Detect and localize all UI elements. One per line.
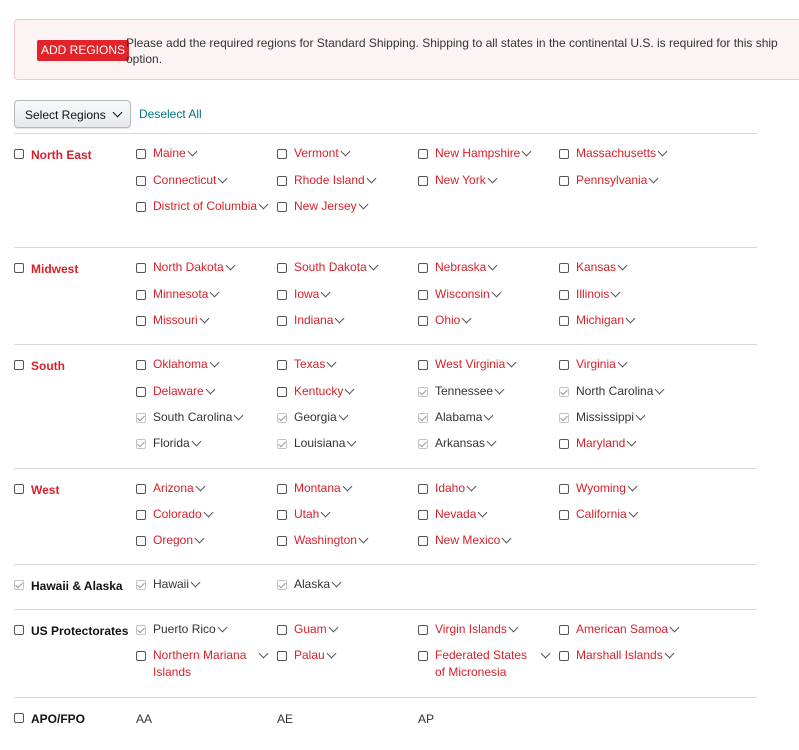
chevron-down-icon[interactable] [522,147,532,157]
state-label: Missouri [153,313,198,327]
region-checkbox-northeast[interactable] [14,149,24,159]
state-label: Nevada [435,507,477,521]
chevron-down-icon[interactable] [664,649,674,659]
chevron-down-icon[interactable] [187,147,197,157]
region-checkbox-us-protectorates[interactable] [14,625,24,635]
chevron-down-icon[interactable] [368,261,378,271]
chevron-down-icon[interactable] [628,508,638,518]
state-checkbox[interactable] [418,413,428,423]
state-checkbox[interactable] [559,290,569,300]
state-label: Virginia [576,357,616,371]
state-checkbox[interactable] [559,439,569,449]
chevron-down-icon[interactable] [342,482,352,492]
state-checkbox[interactable] [418,176,428,186]
state-label: South Dakota [294,260,367,274]
state-label: Kentucky [294,384,344,398]
state-checkbox[interactable] [418,360,428,370]
chevron-down-icon[interactable] [491,288,501,298]
state-label: Rhode Island [294,173,365,187]
state-label: North Dakota [153,260,224,274]
state-label: Michigan [576,313,625,327]
state-label: Northern Mariana Islands [153,648,247,679]
state-label: Ohio [435,313,461,327]
state-checkbox[interactable] [418,625,428,635]
chevron-down-icon[interactable] [366,174,376,184]
section-divider [14,697,757,698]
state-checkbox[interactable] [277,510,287,520]
state-label: Washington [294,533,357,547]
state-checkbox[interactable] [418,484,428,494]
region-label-west: West [31,483,60,497]
chevron-down-icon[interactable] [326,649,336,659]
chevron-down-icon[interactable] [617,358,627,368]
state-checkbox[interactable] [418,439,428,449]
state-label: Indiana [294,313,334,327]
chevron-down-icon[interactable] [462,314,472,324]
chevron-down-icon[interactable] [340,147,350,157]
state-label: Kansas [576,260,617,274]
select-regions-dropdown[interactable] [14,100,131,128]
state-checkbox[interactable] [559,510,569,520]
state-checkbox[interactable] [277,149,287,159]
state-label: Federated States of Micronesia [435,648,528,679]
state-checkbox[interactable] [559,176,569,186]
state-label: Utah [294,507,320,521]
section-divider [14,564,757,565]
state-label: New Jersey [294,199,357,213]
state-label: Nebraska [435,260,487,274]
state-label: District of Columbia [153,199,258,213]
state-checkbox[interactable] [136,510,146,520]
state-label: Palau [294,648,325,662]
chevron-down-icon[interactable] [321,288,331,298]
add-regions-badge: ADD REGIONS [37,40,129,61]
region-checkbox-hawaii-alaska[interactable] [14,580,24,590]
chevron-down-icon[interactable] [332,578,342,588]
chevron-down-icon[interactable] [655,385,665,395]
state-checkbox[interactable] [418,290,428,300]
state-checkbox[interactable] [277,625,287,635]
state-label: Puerto Rico [153,622,216,636]
chevron-down-icon[interactable] [191,578,201,588]
state-checkbox[interactable] [559,651,569,661]
chevron-down-icon[interactable] [347,437,357,447]
chevron-down-icon[interactable] [210,288,220,298]
state-label: Arkansas [435,436,486,450]
state-label: Maryland [576,436,626,450]
chevron-down-icon[interactable] [636,411,646,421]
state-checkbox[interactable] [136,625,146,635]
region-label-midwest: Midwest [31,262,79,276]
state-label: Idaho [435,481,466,495]
chevron-down-icon[interactable] [658,147,668,157]
region-checkbox-apo-fpo[interactable] [14,713,24,723]
chevron-down-icon[interactable] [203,508,213,518]
chevron-down-icon[interactable] [649,174,659,184]
state-label: Louisiana [294,436,346,450]
chevron-down-icon[interactable] [205,385,215,395]
state-checkbox[interactable] [136,484,146,494]
state-label: Florida [153,436,190,450]
state-checkbox[interactable] [559,625,569,635]
state-checkbox[interactable] [136,387,146,397]
state-checkbox[interactable] [136,176,146,186]
state-label: South Carolina [153,410,233,424]
state-checkbox[interactable] [277,360,287,370]
state-label: Oklahoma [153,357,208,371]
state-checkbox[interactable] [277,316,287,326]
state-checkbox[interactable] [277,413,287,423]
alert-message: Please add the required regions for Standard Shipping. Shipping to all states in the continental U.S. is required for this ship option. [126,36,778,66]
chevron-down-icon[interactable] [495,385,505,395]
state-checkbox[interactable] [418,263,428,273]
state-label: Tennessee [435,384,494,398]
region-checkbox-midwest[interactable] [14,263,24,273]
chevron-down-icon [113,108,123,118]
state-label: West Virginia [435,357,506,371]
section-divider [14,468,757,469]
region-label-hawaii-alaska: Hawaii & Alaska [31,579,123,593]
chevron-down-icon[interactable] [199,314,209,324]
region-label-apo-fpo: APO/FPO [31,712,86,726]
chevron-down-icon[interactable] [670,623,680,633]
state-checkbox[interactable] [136,439,146,449]
chevron-down-icon[interactable] [195,482,205,492]
state-checkbox[interactable] [277,290,287,300]
state-label: Pennsylvania [576,173,648,187]
chevron-down-icon[interactable] [541,649,551,659]
deselect-all-link[interactable]: Deselect All [139,107,202,121]
chevron-down-icon[interactable] [507,358,517,368]
state-checkbox[interactable] [277,202,287,212]
chevron-down-icon[interactable] [321,508,331,518]
region-checkbox-west[interactable] [14,484,24,494]
chevron-down-icon[interactable] [225,261,235,271]
region-label-us-protectorates: US Protectorates [31,624,129,638]
chevron-down-icon[interactable] [327,358,337,368]
select-regions-label: Select Regions [25,108,106,122]
state-checkbox[interactable] [418,387,428,397]
state-label: Montana [294,481,341,495]
state-label: Georgia [294,410,337,424]
chevron-down-icon[interactable] [627,437,637,447]
chevron-down-icon[interactable] [502,534,512,544]
state-label: Hawaii [153,577,190,591]
state-label: Wyoming [576,481,626,495]
state-label: Connecticut [153,173,217,187]
state-checkbox[interactable] [277,651,287,661]
chevron-down-icon[interactable] [259,200,269,210]
state-label: Iowa [294,287,320,301]
state-checkbox[interactable] [277,387,287,397]
chevron-down-icon[interactable] [618,261,628,271]
chevron-down-icon[interactable] [328,623,338,633]
apo-option-aa: AA [136,712,153,726]
chevron-down-icon[interactable] [508,623,518,633]
section-divider [14,133,757,134]
state-checkbox[interactable] [277,536,287,546]
chevron-down-icon[interactable] [488,261,498,271]
state-label: Virgin Islands [435,622,507,636]
region-checkbox-south[interactable] [14,360,24,370]
state-checkbox[interactable] [277,484,287,494]
state-label: Maine [153,146,186,160]
chevron-down-icon[interactable] [345,385,355,395]
section-divider [14,609,757,610]
state-label: Marshall Islands [576,648,663,662]
required-regions-alert [14,19,799,80]
chevron-down-icon[interactable] [627,482,637,492]
state-label: Alabama [435,410,483,424]
state-checkbox[interactable] [277,176,287,186]
apo-option-ae: AE [277,712,294,726]
state-checkbox[interactable] [559,484,569,494]
chevron-down-icon[interactable] [467,482,477,492]
state-checkbox[interactable] [136,360,146,370]
state-checkbox[interactable] [559,360,569,370]
state-checkbox[interactable] [136,651,146,661]
state-label: New Mexico [435,533,501,547]
state-label: Wisconsin [435,287,490,301]
state-label: Massachusetts [576,146,657,160]
chevron-down-icon[interactable] [218,174,228,184]
state-checkbox[interactable] [136,202,146,212]
chevron-down-icon[interactable] [259,649,269,659]
chevron-down-icon[interactable] [338,411,348,421]
chevron-down-icon[interactable] [611,288,621,298]
state-checkbox[interactable] [136,290,146,300]
chevron-down-icon[interactable] [626,314,636,324]
state-label: Mississippi [576,410,635,424]
section-divider [14,247,757,248]
state-checkbox[interactable] [136,413,146,423]
state-checkbox[interactable] [136,263,146,273]
apo-option-ap: AP [418,712,435,726]
state-label: Colorado [153,507,202,521]
chevron-down-icon[interactable] [487,174,497,184]
chevron-down-icon[interactable] [358,534,368,544]
state-label: Arizona [153,481,194,495]
state-label: North Carolina [576,384,654,398]
state-checkbox[interactable] [136,316,146,326]
state-checkbox[interactable] [559,316,569,326]
state-label: Illinois [576,287,610,301]
state-checkbox[interactable] [136,536,146,546]
state-label: Minnesota [153,287,209,301]
chevron-down-icon[interactable] [195,534,205,544]
state-checkbox[interactable] [418,510,428,520]
state-checkbox[interactable] [559,263,569,273]
state-label: California [576,507,627,521]
state-label: Oregon [153,533,194,547]
section-divider [14,344,757,345]
chevron-down-icon[interactable] [358,200,368,210]
region-label-south: South [31,359,65,373]
state-label: Alaska [294,577,331,591]
state-checkbox[interactable] [418,536,428,546]
state-checkbox[interactable] [559,387,569,397]
state-checkbox[interactable] [418,651,428,661]
state-label: Delaware [153,384,204,398]
state-checkbox[interactable] [277,580,287,590]
state-checkbox[interactable] [559,413,569,423]
state-checkbox[interactable] [277,263,287,273]
chevron-down-icon[interactable] [217,623,227,633]
chevron-down-icon[interactable] [335,314,345,324]
state-checkbox[interactable] [136,580,146,590]
chevron-down-icon[interactable] [209,358,219,368]
state-label: Guam [294,622,327,636]
chevron-down-icon[interactable] [487,437,497,447]
chevron-down-icon[interactable] [191,437,201,447]
region-label-northeast: North East [31,148,92,162]
state-label: Texas [294,357,326,371]
chevron-down-icon[interactable] [478,508,488,518]
chevron-down-icon[interactable] [484,411,494,421]
state-checkbox[interactable] [136,149,146,159]
state-checkbox[interactable] [559,149,569,159]
state-checkbox[interactable] [277,439,287,449]
state-checkbox[interactable] [418,149,428,159]
state-label: Vermont [294,146,339,160]
chevron-down-icon[interactable] [234,411,244,421]
state-checkbox[interactable] [418,316,428,326]
state-label: New Hampshire [435,146,521,160]
state-label: American Samoa [576,622,669,636]
state-label: New York [435,173,486,187]
